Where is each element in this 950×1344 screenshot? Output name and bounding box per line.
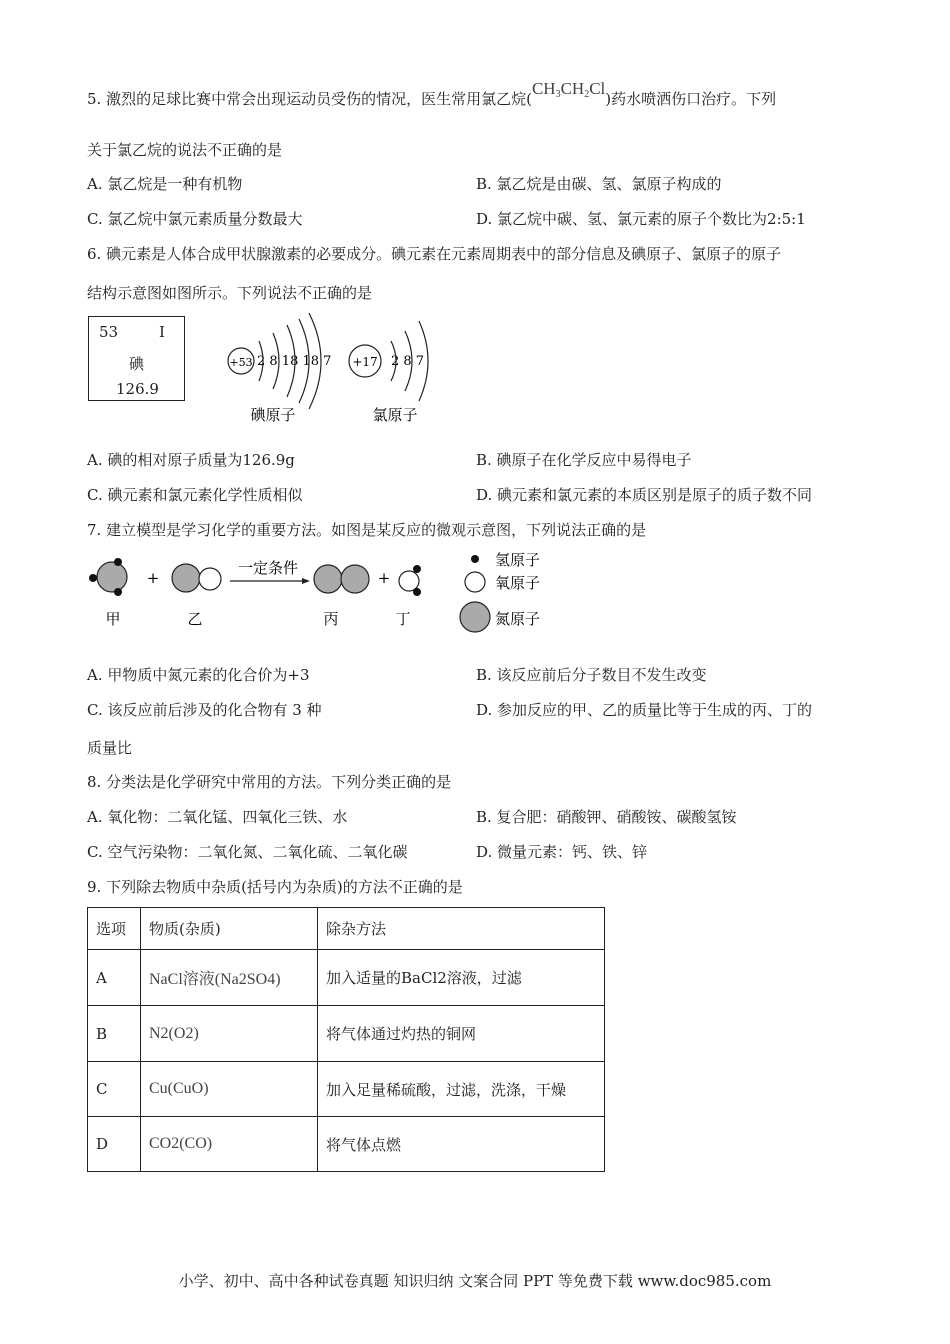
row-substance: NaCl溶液(Na2SO4) — [141, 950, 318, 1006]
page-footer: 小学、初中、高中各种试卷真题 知识归纳 文案合同 PPT 等免费下载 www.doc985.com — [178, 1272, 772, 1290]
element-number: 53 — [99, 323, 119, 341]
row-substance: N2(O2) — [141, 1006, 318, 1062]
legend-oxygen-icon — [465, 572, 485, 592]
reaction-diagram — [80, 545, 560, 635]
row-option: B — [88, 1006, 141, 1062]
row-method: 加入适量的BaCl2溶液，过滤 — [318, 950, 605, 1006]
legend-nitrogen-icon — [460, 602, 490, 632]
label-jia: 甲 — [105, 610, 121, 628]
molecule-jia — [89, 558, 127, 628]
q5-stem-post: )药水喷洒伤口治疗。下列 — [605, 90, 777, 108]
row-method: 将气体点燃 — [318, 1117, 605, 1172]
q5-option-b: B. 氯乙烷是由碳、氢、氯原子构成的 — [476, 175, 722, 193]
plus-sign-1: + — [146, 569, 160, 587]
row-substance: CO2(CO) — [141, 1117, 318, 1172]
atom-structure-diagrams — [215, 305, 545, 435]
reaction-legend — [460, 551, 540, 632]
header-method: 除杂方法 — [318, 908, 605, 950]
q6-option-c: C. 碘元素和氯元素化学性质相似 — [87, 486, 303, 504]
q8-option-b: B. 复合肥：硝酸钾、硝酸铵、碳酸氢铵 — [476, 808, 737, 826]
row-method: 将气体通过灼热的铜网 — [318, 1006, 605, 1062]
q5-option-a: A. 氯乙烷是一种有机物 — [87, 175, 243, 193]
element-mass: 126.9 — [116, 380, 159, 398]
row-option: D — [88, 1117, 141, 1172]
row-option: C — [88, 1062, 141, 1117]
q7-option-b: B. 该反应前后分子数目不发生改变 — [476, 666, 707, 684]
q6-option-d: D. 碘元素和氯元素的本质区别是原子的质子数不同 — [476, 486, 813, 504]
q7-option-d: D. 参加反应的甲、乙的质量比等于生成的丙、丁的 — [476, 701, 813, 719]
q5-formula: $CH_3CH_2Cl$ — [531, 79, 606, 100]
header-option: 选项 — [88, 908, 141, 950]
table-row — [88, 1062, 605, 1117]
q5-stem-pre: 5. 激烈的足球比赛中常会出现运动员受伤的情况，医生常用氯乙烷( — [87, 90, 532, 108]
label-yi: 乙 — [187, 610, 203, 628]
iodine-atom-diagram — [228, 313, 331, 424]
element-name: 碘 — [129, 355, 145, 373]
header-substance: 物质(杂质) — [141, 908, 318, 950]
q7-option-c: C. 该反应前后涉及的化合物有 3 种 — [87, 701, 322, 719]
table-header-row — [88, 908, 605, 950]
label-bing: 丙 — [323, 610, 339, 628]
table-row — [88, 1117, 605, 1172]
row-substance: Cu(CuO) — [141, 1062, 318, 1117]
reaction-condition: 一定条件 — [237, 559, 299, 577]
q8-option-a: A. 氧化物：二氧化锰、四氧化三铁、水 — [87, 808, 348, 826]
row-method: 加入足量稀硫酸，过滤，洗涤，干燥 — [318, 1062, 605, 1117]
q6-stem-line2: 结构示意图如图所示。下列说法不正确的是 — [87, 284, 373, 302]
legend-nitrogen: 氮原子 — [495, 610, 541, 628]
impurity-table — [87, 907, 605, 1172]
q5-option-d: D. 氯乙烷中碳、氢、氯元素的原子个数比为2:5:1 — [476, 210, 806, 228]
q6-option-a: A. 碘的相对原子质量为126.9g — [87, 451, 295, 469]
reaction-arrow — [230, 559, 310, 584]
molecule-bing — [314, 565, 369, 628]
plus-sign-2: + — [377, 569, 391, 587]
q8-stem: 8. 分类法是化学研究中常用的方法。下列分类正确的是 — [87, 773, 452, 791]
molecule-ding — [395, 565, 421, 628]
q7-option-d-continued: 质量比 — [87, 739, 133, 757]
label-ding: 丁 — [395, 610, 411, 628]
q6-option-b: B. 碘原子在化学反应中易得电子 — [476, 451, 692, 469]
element-symbol: I — [159, 323, 165, 341]
q5-line1 — [87, 79, 777, 110]
q5-stem-line2: 关于氯乙烷的说法不正确的是 — [87, 141, 283, 159]
row-option: A — [88, 950, 141, 1006]
iodine-nucleus: +53 — [229, 356, 253, 369]
q9-stem: 9. 下列除去物质中杂质(括号内为杂质)的方法不正确的是 — [87, 878, 463, 896]
chlorine-atom-label: 氯原子 — [372, 406, 418, 424]
legend-oxygen: 氧原子 — [495, 574, 541, 592]
legend-hydrogen: 氢原子 — [495, 551, 541, 569]
q7-stem: 7. 建立模型是学习化学的重要方法。如图是某反应的微观示意图，下列说法正确的是 — [87, 521, 647, 539]
table-row — [88, 1006, 605, 1062]
q5-option-c: C. 氯乙烷中氯元素质量分数最大 — [87, 210, 303, 228]
q7-option-a: A. 甲物质中氮元素的化合价为+3 — [87, 666, 310, 684]
iodine-shells: 2 8 18 18 7 — [257, 354, 332, 369]
chlorine-nucleus: +17 — [352, 355, 378, 369]
legend-hydrogen-icon — [471, 555, 479, 563]
q8-option-c: C. 空气污染物：二氧化氮、二氧化硫、二氧化碳 — [87, 843, 408, 861]
element-card — [88, 316, 185, 401]
table-row — [88, 950, 605, 1006]
q8-option-d: D. 微量元素：钙、铁、锌 — [476, 843, 648, 861]
molecule-yi — [172, 564, 221, 628]
chlorine-atom-diagram — [349, 321, 428, 424]
chlorine-shells: 2 8 7 — [391, 354, 425, 369]
iodine-atom-label: 碘原子 — [250, 406, 296, 424]
q6-stem-line1: 6. 碘元素是人体合成甲状腺激素的必要成分。碘元素在元素周期表中的部分信息及碘原子、氯原子的原子 — [87, 245, 782, 263]
